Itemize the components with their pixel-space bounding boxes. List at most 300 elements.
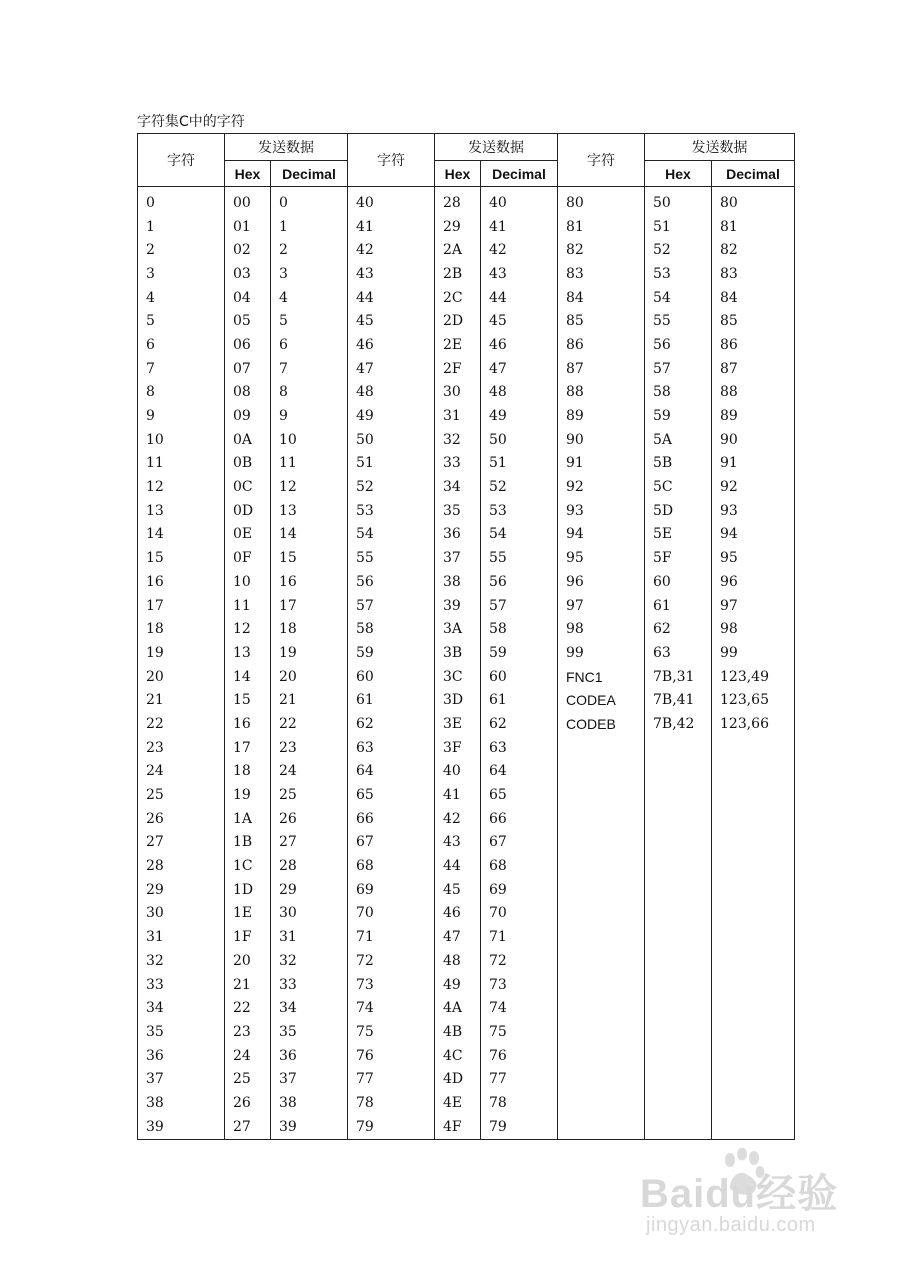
- char-cell: 73: [348, 973, 435, 997]
- decimal-cell: 21: [271, 688, 348, 712]
- decimal-cell: 80: [712, 187, 795, 215]
- hex-cell: 56: [645, 333, 712, 357]
- table-row: [138, 617, 795, 641]
- char-cell: [558, 760, 645, 784]
- char-cell: 49: [348, 404, 435, 428]
- decimal-cell: 11: [271, 452, 348, 476]
- hex-cell: 07: [225, 357, 271, 381]
- decimal-cell: [712, 902, 795, 926]
- char-cell: 6: [138, 333, 225, 357]
- char-cell: 10: [138, 428, 225, 452]
- decimal-header: Decimal: [271, 161, 348, 187]
- table-row: [138, 523, 795, 547]
- decimal-cell: 10: [271, 428, 348, 452]
- char-cell: [558, 1020, 645, 1044]
- char-cell: 93: [558, 499, 645, 523]
- decimal-cell: 4: [271, 286, 348, 310]
- char-cell: 63: [348, 736, 435, 760]
- hex-cell: 44: [435, 854, 481, 878]
- char-cell: 80: [558, 187, 645, 215]
- table-row: [138, 878, 795, 902]
- hex-cell: 16: [225, 712, 271, 736]
- hex-cell: 28: [435, 187, 481, 215]
- decimal-cell: 66: [481, 807, 558, 831]
- decimal-cell: 7: [271, 357, 348, 381]
- char-cell: [558, 783, 645, 807]
- decimal-cell: 50: [481, 428, 558, 452]
- decimal-cell: 98: [712, 617, 795, 641]
- table-row: [138, 428, 795, 452]
- decimal-cell: [712, 1020, 795, 1044]
- hex-cell: 4F: [435, 1115, 481, 1139]
- decimal-cell: [712, 760, 795, 784]
- hex-cell: 24: [225, 1044, 271, 1068]
- hex-cell: [645, 902, 712, 926]
- char-header: 字符: [348, 134, 435, 187]
- hex-header: Hex: [225, 161, 271, 187]
- hex-cell: 0F: [225, 546, 271, 570]
- char-cell: 70: [348, 902, 435, 926]
- char-cell: 8: [138, 381, 225, 405]
- char-cell: 51: [348, 452, 435, 476]
- char-cell: 21: [138, 688, 225, 712]
- decimal-cell: 54: [481, 523, 558, 547]
- hex-cell: 51: [645, 215, 712, 239]
- table-row: [138, 570, 795, 594]
- hex-cell: 1C: [225, 854, 271, 878]
- hex-cell: 1A: [225, 807, 271, 831]
- decimal-cell: 57: [481, 594, 558, 618]
- decimal-cell: 60: [481, 665, 558, 689]
- hex-cell: 55: [645, 309, 712, 333]
- decimal-cell: [712, 1044, 795, 1068]
- decimal-cell: 78: [481, 1091, 558, 1115]
- char-cell: [558, 1115, 645, 1139]
- char-cell: 82: [558, 238, 645, 262]
- table-row: [138, 996, 795, 1020]
- hex-cell: [645, 736, 712, 760]
- decimal-cell: 43: [481, 262, 558, 286]
- decimal-cell: [712, 878, 795, 902]
- decimal-cell: 28: [271, 854, 348, 878]
- table-row: [138, 807, 795, 831]
- table-caption: 字符集C中的字符: [137, 114, 245, 130]
- char-cell: [558, 807, 645, 831]
- table-row: [138, 1115, 795, 1139]
- table-row: [138, 357, 795, 381]
- hex-cell: [645, 1115, 712, 1139]
- decimal-cell: 52: [481, 475, 558, 499]
- char-cell: 81: [558, 215, 645, 239]
- decimal-cell: 44: [481, 286, 558, 310]
- hex-cell: 5F: [645, 546, 712, 570]
- char-cell: 86: [558, 333, 645, 357]
- decimal-header: Decimal: [712, 161, 795, 187]
- char-cell: 62: [348, 712, 435, 736]
- decimal-cell: 72: [481, 949, 558, 973]
- decimal-cell: 5: [271, 309, 348, 333]
- char-cell: 5: [138, 309, 225, 333]
- char-cell: [558, 831, 645, 855]
- decimal-cell: 41: [481, 215, 558, 239]
- hex-cell: 23: [225, 1020, 271, 1044]
- char-cell: [558, 878, 645, 902]
- char-cell: FNC1: [558, 665, 645, 689]
- hex-cell: 0D: [225, 499, 271, 523]
- hex-cell: [645, 831, 712, 855]
- hex-cell: 5C: [645, 475, 712, 499]
- char-cell: 92: [558, 475, 645, 499]
- char-cell: 79: [348, 1115, 435, 1139]
- decimal-cell: 16: [271, 570, 348, 594]
- hex-cell: 4E: [435, 1091, 481, 1115]
- char-cell: 35: [138, 1020, 225, 1044]
- char-cell: 76: [348, 1044, 435, 1068]
- table-row: [138, 499, 795, 523]
- hex-cell: 0A: [225, 428, 271, 452]
- char-cell: 42: [348, 238, 435, 262]
- decimal-cell: 94: [712, 523, 795, 547]
- char-cell: 43: [348, 262, 435, 286]
- hex-cell: [645, 854, 712, 878]
- hex-cell: 19: [225, 783, 271, 807]
- char-cell: 52: [348, 475, 435, 499]
- decimal-cell: 53: [481, 499, 558, 523]
- char-cell: 13: [138, 499, 225, 523]
- table-row: [138, 452, 795, 476]
- char-cell: 78: [348, 1091, 435, 1115]
- hex-cell: [645, 1020, 712, 1044]
- char-cell: 69: [348, 878, 435, 902]
- char-cell: 97: [558, 594, 645, 618]
- char-cell: 19: [138, 641, 225, 665]
- decimal-cell: 29: [271, 878, 348, 902]
- decimal-cell: 35: [271, 1020, 348, 1044]
- char-cell: 26: [138, 807, 225, 831]
- char-cell: 64: [348, 760, 435, 784]
- char-cell: 65: [348, 783, 435, 807]
- decimal-cell: 12: [271, 475, 348, 499]
- char-cell: CODEB: [558, 712, 645, 736]
- hex-cell: 30: [435, 381, 481, 405]
- table-row: [138, 854, 795, 878]
- decimal-cell: 24: [271, 760, 348, 784]
- hex-cell: 34: [435, 475, 481, 499]
- decimal-cell: 67: [481, 831, 558, 855]
- decimal-cell: 76: [481, 1044, 558, 1068]
- decimal-cell: 19: [271, 641, 348, 665]
- char-cell: 72: [348, 949, 435, 973]
- decimal-cell: 33: [271, 973, 348, 997]
- decimal-cell: 6: [271, 333, 348, 357]
- char-cell: 87: [558, 357, 645, 381]
- char-cell: 29: [138, 878, 225, 902]
- decimal-cell: 92: [712, 475, 795, 499]
- baidu-watermark: [640, 1148, 855, 1248]
- hex-cell: 3D: [435, 688, 481, 712]
- decimal-cell: 68: [481, 854, 558, 878]
- decimal-cell: [712, 996, 795, 1020]
- char-cell: 39: [138, 1115, 225, 1139]
- decimal-cell: [712, 736, 795, 760]
- table-row: [138, 1020, 795, 1044]
- decimal-cell: [712, 854, 795, 878]
- hex-cell: 4D: [435, 1067, 481, 1091]
- decimal-cell: 17: [271, 594, 348, 618]
- table-row: [138, 925, 795, 949]
- decimal-cell: 90: [712, 428, 795, 452]
- decimal-cell: [712, 1067, 795, 1091]
- table-row: [138, 760, 795, 784]
- table-row: [138, 973, 795, 997]
- hex-cell: [645, 760, 712, 784]
- hex-cell: 57: [645, 357, 712, 381]
- char-cell: 25: [138, 783, 225, 807]
- hex-cell: 05: [225, 309, 271, 333]
- char-cell: 89: [558, 404, 645, 428]
- hex-cell: 08: [225, 381, 271, 405]
- table-row: [138, 688, 795, 712]
- char-cell: 67: [348, 831, 435, 855]
- hex-cell: 22: [225, 996, 271, 1020]
- decimal-cell: 55: [481, 546, 558, 570]
- hex-cell: 15: [225, 688, 271, 712]
- decimal-cell: 69: [481, 878, 558, 902]
- table-row: [138, 831, 795, 855]
- decimal-cell: 20: [271, 665, 348, 689]
- decimal-cell: 85: [712, 309, 795, 333]
- char-cell: 47: [348, 357, 435, 381]
- decimal-cell: 123,49: [712, 665, 795, 689]
- decimal-cell: 0: [271, 187, 348, 215]
- char-cell: 41: [348, 215, 435, 239]
- hex-cell: 40: [435, 760, 481, 784]
- hex-cell: 5D: [645, 499, 712, 523]
- decimal-cell: [712, 973, 795, 997]
- table-row: [138, 712, 795, 736]
- char-cell: 3: [138, 262, 225, 286]
- decimal-cell: 123,66: [712, 712, 795, 736]
- hex-cell: 17: [225, 736, 271, 760]
- hex-cell: [645, 1067, 712, 1091]
- decimal-cell: 86: [712, 333, 795, 357]
- char-cell: 22: [138, 712, 225, 736]
- char-cell: 66: [348, 807, 435, 831]
- char-header: 字符: [558, 134, 645, 187]
- char-cell: 98: [558, 617, 645, 641]
- decimal-cell: 74: [481, 996, 558, 1020]
- hex-cell: 3E: [435, 712, 481, 736]
- decimal-cell: 97: [712, 594, 795, 618]
- hex-cell: 5B: [645, 452, 712, 476]
- hex-cell: 7B,42: [645, 712, 712, 736]
- hex-cell: 0B: [225, 452, 271, 476]
- hex-cell: 2F: [435, 357, 481, 381]
- char-cell: 2: [138, 238, 225, 262]
- decimal-cell: 22: [271, 712, 348, 736]
- decimal-cell: 75: [481, 1020, 558, 1044]
- char-cell: 23: [138, 736, 225, 760]
- decimal-cell: 8: [271, 381, 348, 405]
- hex-cell: 2E: [435, 333, 481, 357]
- hex-cell: [645, 1044, 712, 1068]
- char-cell: 57: [348, 594, 435, 618]
- hex-cell: 50: [645, 187, 712, 215]
- send-data-header: 发送数据: [435, 134, 558, 161]
- hex-cell: 54: [645, 286, 712, 310]
- char-cell: 34: [138, 996, 225, 1020]
- hex-cell: 63: [645, 641, 712, 665]
- char-cell: [558, 973, 645, 997]
- hex-cell: 3F: [435, 736, 481, 760]
- char-cell: 85: [558, 309, 645, 333]
- decimal-cell: 36: [271, 1044, 348, 1068]
- char-cell: 38: [138, 1091, 225, 1115]
- char-cell: [558, 925, 645, 949]
- char-cell: 40: [348, 187, 435, 215]
- decimal-cell: 26: [271, 807, 348, 831]
- decimal-cell: 65: [481, 783, 558, 807]
- decimal-cell: 83: [712, 262, 795, 286]
- decimal-cell: [712, 949, 795, 973]
- hex-cell: 7B,41: [645, 688, 712, 712]
- char-cell: 94: [558, 523, 645, 547]
- char-cell: 33: [138, 973, 225, 997]
- char-cell: 15: [138, 546, 225, 570]
- table-row: [138, 736, 795, 760]
- decimal-cell: 30: [271, 902, 348, 926]
- table-row: [138, 238, 795, 262]
- char-cell: 4: [138, 286, 225, 310]
- char-cell: 0: [138, 187, 225, 215]
- decimal-cell: 2: [271, 238, 348, 262]
- char-cell: 71: [348, 925, 435, 949]
- decimal-cell: 70: [481, 902, 558, 926]
- hex-cell: 0C: [225, 475, 271, 499]
- decimal-cell: [712, 831, 795, 855]
- hex-cell: 10: [225, 570, 271, 594]
- char-cell: 30: [138, 902, 225, 926]
- decimal-cell: 81: [712, 215, 795, 239]
- char-cell: [558, 736, 645, 760]
- char-cell: [558, 854, 645, 878]
- decimal-cell: 79: [481, 1115, 558, 1139]
- table-row: [138, 902, 795, 926]
- decimal-cell: 82: [712, 238, 795, 262]
- table-row: [138, 309, 795, 333]
- decimal-cell: 62: [481, 712, 558, 736]
- char-cell: 83: [558, 262, 645, 286]
- hex-cell: 1B: [225, 831, 271, 855]
- char-cell: 50: [348, 428, 435, 452]
- char-cell: 74: [348, 996, 435, 1020]
- char-cell: 9: [138, 404, 225, 428]
- hex-cell: 39: [435, 594, 481, 618]
- decimal-cell: 15: [271, 546, 348, 570]
- decimal-cell: 61: [481, 688, 558, 712]
- hex-cell: 47: [435, 925, 481, 949]
- table-row: [138, 215, 795, 239]
- char-cell: 17: [138, 594, 225, 618]
- char-cell: 90: [558, 428, 645, 452]
- hex-cell: 36: [435, 523, 481, 547]
- decimal-cell: 91: [712, 452, 795, 476]
- decimal-cell: 23: [271, 736, 348, 760]
- char-cell: 96: [558, 570, 645, 594]
- char-cell: [558, 1091, 645, 1115]
- hex-cell: 4A: [435, 996, 481, 1020]
- table-row: [138, 1044, 795, 1068]
- decimal-cell: 88: [712, 381, 795, 405]
- hex-cell: 0E: [225, 523, 271, 547]
- char-cell: 24: [138, 760, 225, 784]
- decimal-cell: 77: [481, 1067, 558, 1091]
- decimal-cell: 9: [271, 404, 348, 428]
- decimal-cell: 46: [481, 333, 558, 357]
- decimal-cell: 48: [481, 381, 558, 405]
- char-cell: [558, 996, 645, 1020]
- char-cell: 14: [138, 523, 225, 547]
- hex-cell: [645, 925, 712, 949]
- table-row: [138, 262, 795, 286]
- hex-cell: 2B: [435, 262, 481, 286]
- decimal-cell: 14: [271, 523, 348, 547]
- hex-cell: [645, 949, 712, 973]
- hex-cell: 52: [645, 238, 712, 262]
- decimal-cell: 84: [712, 286, 795, 310]
- char-cell: [558, 1067, 645, 1091]
- hex-cell: [645, 973, 712, 997]
- decimal-cell: 64: [481, 760, 558, 784]
- decimal-cell: 31: [271, 925, 348, 949]
- char-cell: 59: [348, 641, 435, 665]
- table-row: [138, 333, 795, 357]
- char-cell: 11: [138, 452, 225, 476]
- decimal-cell: [712, 1115, 795, 1139]
- char-cell: 58: [348, 617, 435, 641]
- decimal-cell: 56: [481, 570, 558, 594]
- table-row: [138, 594, 795, 618]
- hex-cell: 5A: [645, 428, 712, 452]
- hex-cell: 29: [435, 215, 481, 239]
- hex-cell: 1F: [225, 925, 271, 949]
- decimal-cell: 63: [481, 736, 558, 760]
- hex-cell: [645, 807, 712, 831]
- char-cell: 18: [138, 617, 225, 641]
- hex-cell: 3C: [435, 665, 481, 689]
- hex-cell: 45: [435, 878, 481, 902]
- hex-cell: 32: [435, 428, 481, 452]
- decimal-cell: 95: [712, 546, 795, 570]
- hex-cell: [645, 878, 712, 902]
- char-cell: 68: [348, 854, 435, 878]
- hex-cell: 12: [225, 617, 271, 641]
- decimal-cell: 99: [712, 641, 795, 665]
- hex-cell: 41: [435, 783, 481, 807]
- hex-cell: 11: [225, 594, 271, 618]
- hex-cell: 01: [225, 215, 271, 239]
- hex-header: Hex: [435, 161, 481, 187]
- hex-cell: 18: [225, 760, 271, 784]
- char-cell: 95: [558, 546, 645, 570]
- hex-cell: 3A: [435, 617, 481, 641]
- hex-cell: 14: [225, 665, 271, 689]
- hex-cell: 09: [225, 404, 271, 428]
- char-cell: 99: [558, 641, 645, 665]
- hex-cell: 06: [225, 333, 271, 357]
- decimal-cell: 39: [271, 1115, 348, 1139]
- char-cell: 84: [558, 286, 645, 310]
